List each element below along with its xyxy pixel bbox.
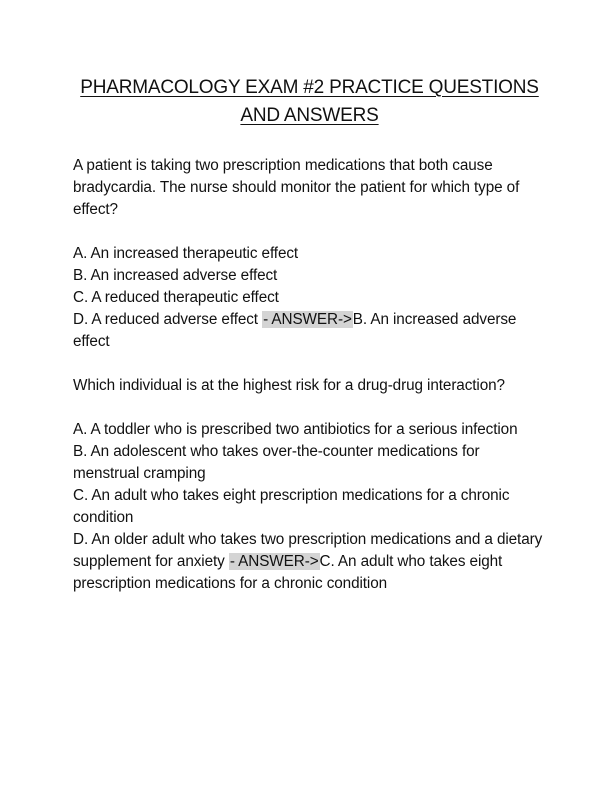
option-c: C. An adult who takes eight prescription medications for a chronic condition [73, 487, 510, 526]
option-d: D. A reduced adverse effect [73, 311, 258, 328]
option-d-with-answer [73, 309, 546, 353]
question-block-2 [73, 375, 546, 595]
option-c: C. A reduced therapeutic effect [73, 289, 279, 306]
option-a: A. An increased therapeutic effect [73, 245, 299, 262]
option-d-with-answer [73, 529, 546, 595]
option-a: A. A toddler who is prescribed two antibiotics for a serious infection [73, 421, 518, 438]
correct-answer: B. An increased adverse effect [73, 311, 517, 350]
option-b: B. An increased adverse effect [73, 267, 278, 284]
option-d: D. An older adult who takes two prescription medications and a dietary supplement for anxiety [73, 531, 543, 570]
question-block-1 [73, 155, 546, 353]
answer-options [73, 419, 546, 595]
answer-options [73, 243, 546, 353]
page-title [73, 74, 546, 130]
answer-marker: - ANSWER-> [229, 553, 319, 570]
page-title-line-1: PHARMACOLOGY EXAM #2 PRACTICE QUESTIONS [80, 77, 539, 98]
question-text: A patient is taking two prescription medications that both cause bradycardia. The nurse should monitor the patient for which type of effect? [73, 157, 520, 218]
option-b: B. An adolescent who takes over-the-counter medications for menstrual cramping [73, 443, 480, 482]
page-title-line-2: AND ANSWERS [240, 105, 379, 126]
answer-marker: - ANSWER-> [263, 311, 352, 328]
correct-answer: C. An adult who takes eight prescription medications for a chronic condition [73, 553, 503, 592]
question-text: Which individual is at the highest risk for a drug-drug interaction? [73, 377, 505, 394]
